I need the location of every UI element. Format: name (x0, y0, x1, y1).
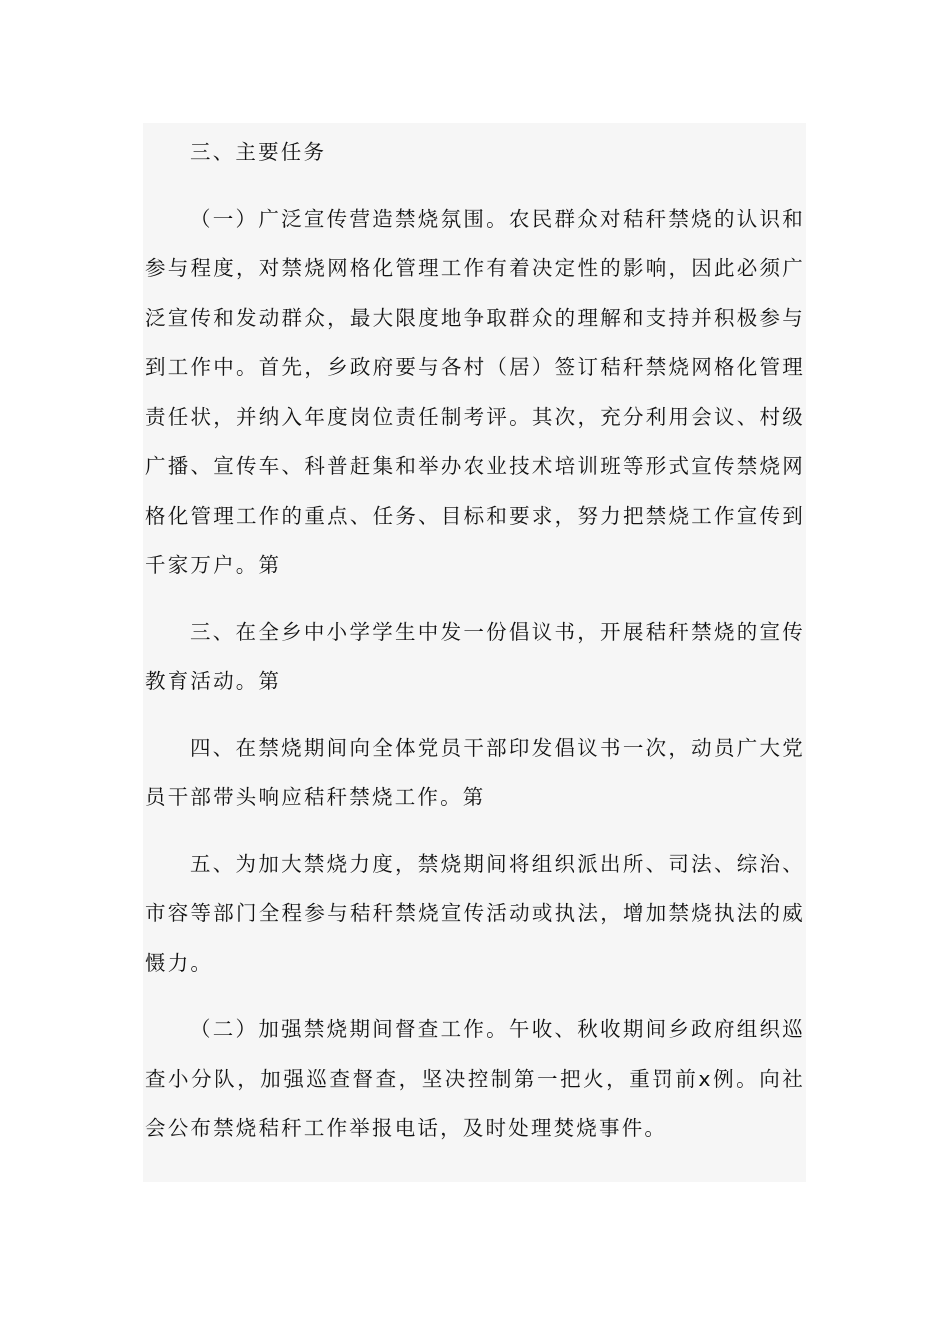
paragraph-party-members: 四、在禁烧期间向全体党员干部印发倡议书一次，动员广大党员干部带头响应秸秆禁烧工作。第 (145, 735, 805, 809)
paragraph-publicity: （一）广泛宣传营造禁烧氛围。农民群众对秸秆禁烧的认识和参与程度，对禁烧网格化管理工作有着决定性的影响，因此必须广泛宣传和发动群众，最大限度地争取群众的理解和支持并积极参与到工作中。首先，乡政府要与各村（居）签订秸秆禁烧网格化管理责任状，并纳入年度岗位责任制考评。其次，充分利用会议、村级广播、宣传车、科普赶集和举办农业技术培训班等形式宣传禁烧网格化管理工作的重点、任务、目标和要求，努力把禁烧工作宣传到千家万户。第 (145, 206, 805, 577)
paragraph-students: 三、在全乡中小学学生中发一份倡议书，开展秸秆禁烧的宣传教育活动。第 (145, 619, 805, 693)
paragraph-spacer (145, 823, 805, 840)
paragraph-spacer (145, 178, 805, 195)
paragraph-spacer (145, 707, 805, 724)
paragraph-spacer (145, 988, 805, 1005)
paragraph-inspection: （二）加强禁烧期间督查工作。午收、秋收期间乡政府组织巡查小分队，加强巡查督查，坚决控制第一把火，重罚前x例。向社会公布禁烧秸秆工作举报电话，及时处理焚烧事件。 (145, 1017, 805, 1140)
section-heading: 三、主要任务 (190, 140, 327, 164)
document-body (145, 123, 805, 1154)
paragraph-enforcement: 五、为加大禁烧力度，禁烧期间将组织派出所、司法、综治、市容等部门全程参与秸秆禁烧宣传活动或执法，增加禁烧执法的威慑力。 (145, 851, 805, 975)
paragraph-spacer (145, 591, 805, 608)
